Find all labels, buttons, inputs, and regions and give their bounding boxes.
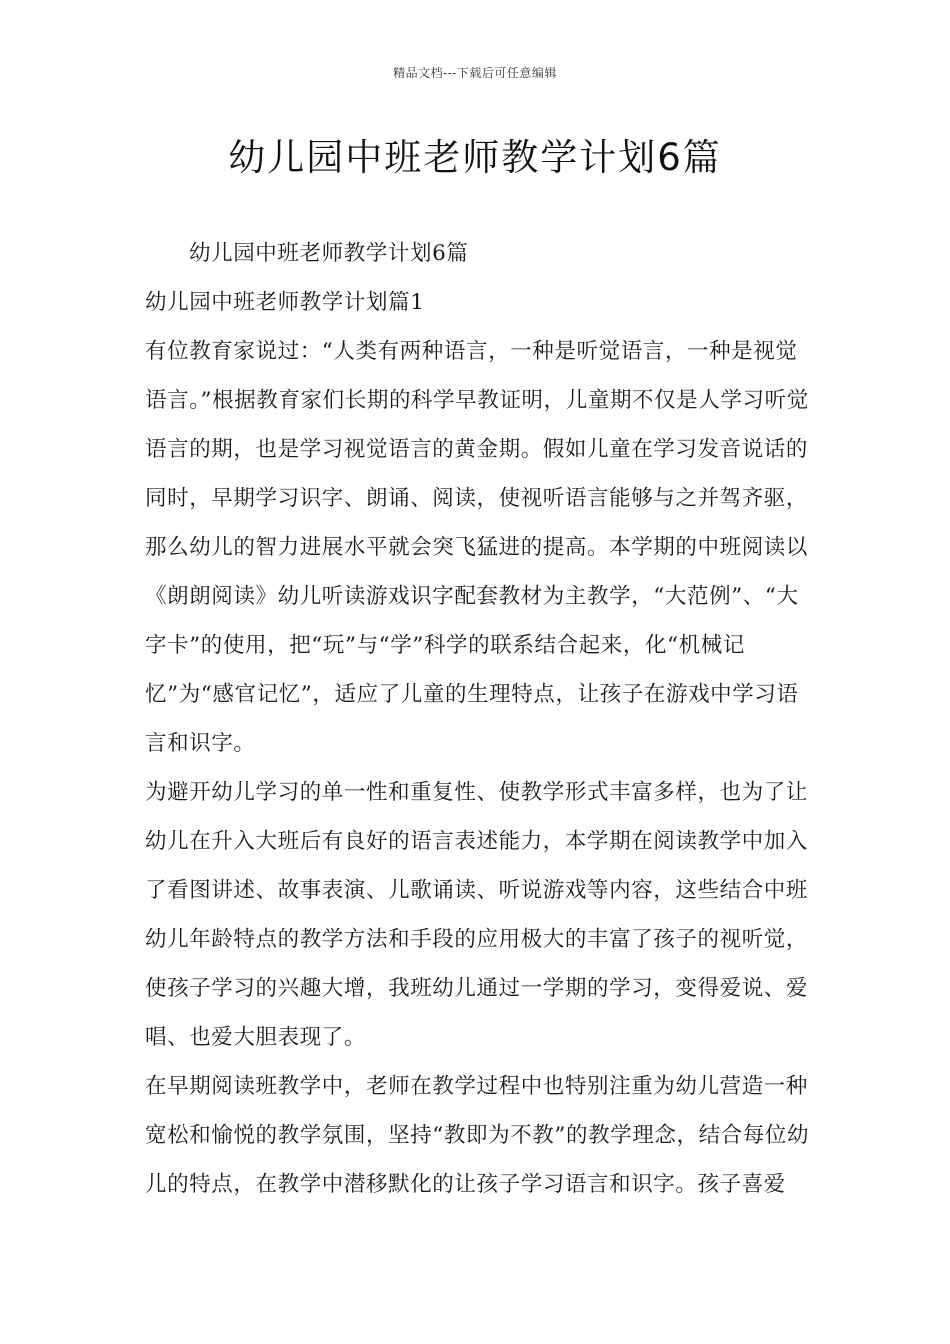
paragraph-1: 有位教育家说过：“人类有两种语言，一种是听觉语言，一种是视觉语言。”根据教育家们长期的科学早教证明，儿童期不仅是人学习听觉语言的期，也是学习视觉语言的黄金期。假如儿童在学习发音说话的同时，早期学习识字、朗诵、阅读，使视听语言能够与之并驾齐驱，那么幼儿的智力进展水平就会突飞猛进的提高。本学期的中班阅读以《朗朗阅读》幼儿听读游戏识字配套教材为主教学，“大范例”、“大字卡”的使用，把“玩”与“学”科学的联系结合起来，化“机械记忆”为“感官记忆”，适应了儿童的生理特点，让孩子在游戏中学习语言和识字。: [145, 339, 809, 756]
document-subtitle: 幼儿园中班老师教学计划6篇: [189, 241, 469, 266]
paragraph-3: 在早期阅读班教学中，老师在教学过程中也特别注重为幼儿营造一种宽松和愉悦的教学氛围，坚持“教即为不教”的教学理念，结合每位幼儿的特点，在教学中潜移默化的让孩子学习语言和识字。孩子喜爱: [145, 1074, 810, 1197]
section-heading: 幼儿园中班老师教学计划篇1: [145, 290, 425, 315]
header-note: 精品文档---下载后可任意编辑: [393, 66, 557, 80]
document-title: 幼儿园中班老师教学计划6篇: [228, 136, 722, 179]
paragraph-2: 为避开幼儿学习的单一性和重复性、使教学形式丰富多样，也为了让幼儿在升入大班后有良好的语言表述能力，本学期在阅读教学中加入了看图讲述、故事表演、儿歌诵读、听说游戏等内容，这些结合中班幼儿年龄特点的教学方法和手段的应用极大的丰富了孩子的视听觉，使孩子学习的兴趣大增，我班幼儿通过一学期的学习，变得爱说、爱唱、也爱大胆表现了。: [145, 780, 809, 1050]
document-body: [145, 229, 810, 1209]
